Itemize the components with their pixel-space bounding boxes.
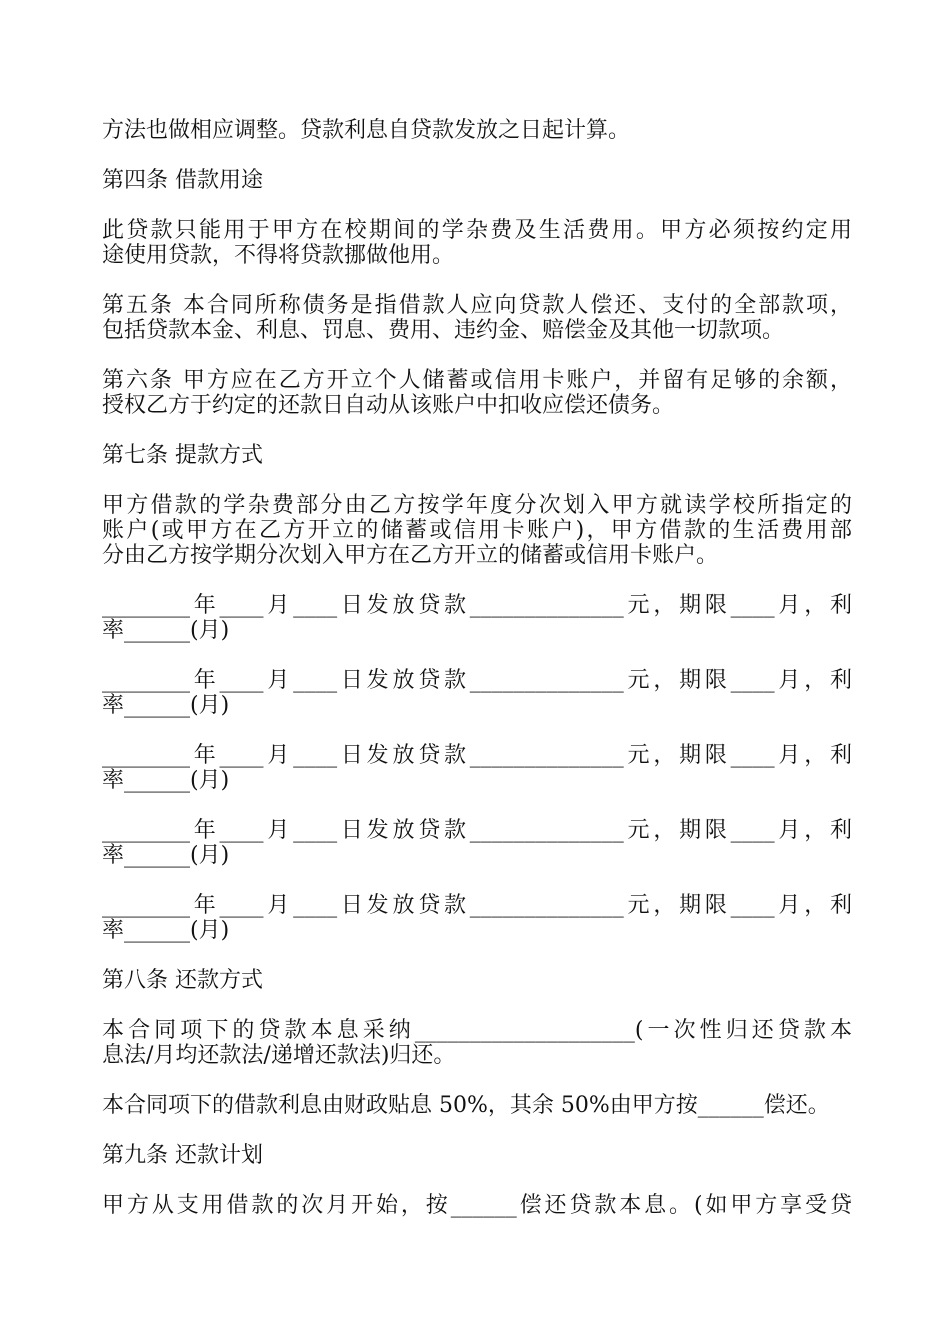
loan-disbursement-row — [102, 593, 852, 643]
article-9-heading — [102, 1143, 852, 1168]
paragraph — [102, 218, 852, 268]
article-6-paragraph — [102, 368, 852, 418]
text-line: 本合同项下的借款利息由财政贴息 50%，其余 50%由甲方按______偿还。 — [102, 1093, 830, 1118]
article-4-heading — [102, 168, 852, 193]
document-page — [102, 118, 852, 1243]
text-line: 第四条 借款用途 — [102, 168, 263, 193]
loan-disbursement-row — [102, 893, 852, 943]
text-line: 率______(月) — [102, 768, 230, 793]
article-7-heading — [102, 443, 852, 468]
text-line: 方法也做相应调整。贷款利息自贷款发放之日起计算。 — [102, 118, 631, 143]
article-8-heading — [102, 968, 852, 993]
text-line: 包括贷款本金、利息、罚息、费用、违约金、赔偿金及其他一切款项。 — [102, 318, 785, 343]
text-line: ________年____月____日发放贷款______________元，期限____月，利 — [102, 593, 852, 618]
text-line: 授权乙方于约定的还款日自动从该账户中扣收应偿还债务。 — [102, 393, 675, 418]
article-5-paragraph — [102, 293, 852, 343]
text-line: 甲方借款的学杂费部分由乙方按学年度分次划入甲方就读学校所指定的 — [102, 493, 852, 518]
text-line: 此贷款只能用于甲方在校期间的学杂费及生活费用。甲方必须按约定用 — [102, 218, 852, 243]
text-line: 第六条 甲方应在乙方开立个人储蓄或信用卡账户，并留有足够的余额， — [102, 368, 852, 393]
text-line: 息法/月均还款法/递增还款法)归还。 — [102, 1043, 456, 1068]
text-line: ________年____月____日发放贷款______________元，期限____月，利 — [102, 743, 852, 768]
text-line: ________年____月____日发放贷款______________元，期限____月，利 — [102, 818, 852, 843]
text-line: 分由乙方按学期分次划入甲方在乙方开立的储蓄或信用卡账户。 — [102, 543, 719, 568]
paragraph — [102, 118, 852, 143]
text-line: 途使用贷款，不得将贷款挪做他用。 — [102, 243, 455, 268]
text-line: 第九条 还款计划 — [102, 1143, 263, 1168]
text-line: 账户(或甲方在乙方开立的储蓄或信用卡账户)，甲方借款的生活费用部 — [102, 518, 852, 543]
text-line: 率______(月) — [102, 693, 230, 718]
loan-disbursement-row — [102, 743, 852, 793]
text-line: 甲方从支用借款的次月开始，按______偿还贷款本息。(如甲方享受贷 — [102, 1193, 852, 1218]
paragraph — [102, 1193, 852, 1218]
text-line: 本合同项下的贷款本息采纳____________________(一次性归还贷款本 — [102, 1018, 852, 1043]
text-line: 率______(月) — [102, 843, 230, 868]
text-line: 第五条 本合同所称债务是指借款人应向贷款人偿还、支付的全部款项， — [102, 293, 852, 318]
paragraph — [102, 1018, 852, 1068]
paragraph — [102, 1093, 852, 1118]
text-line: 率______(月) — [102, 918, 230, 943]
text-line: 第七条 提款方式 — [102, 443, 263, 468]
text-line: 第八条 还款方式 — [102, 968, 263, 993]
text-line: ________年____月____日发放贷款______________元，期限____月，利 — [102, 668, 852, 693]
loan-disbursement-row — [102, 668, 852, 718]
loan-disbursement-row — [102, 818, 852, 868]
paragraph — [102, 493, 852, 568]
text-line: 率______(月) — [102, 618, 230, 643]
text-line: ________年____月____日发放贷款______________元，期限____月，利 — [102, 893, 852, 918]
